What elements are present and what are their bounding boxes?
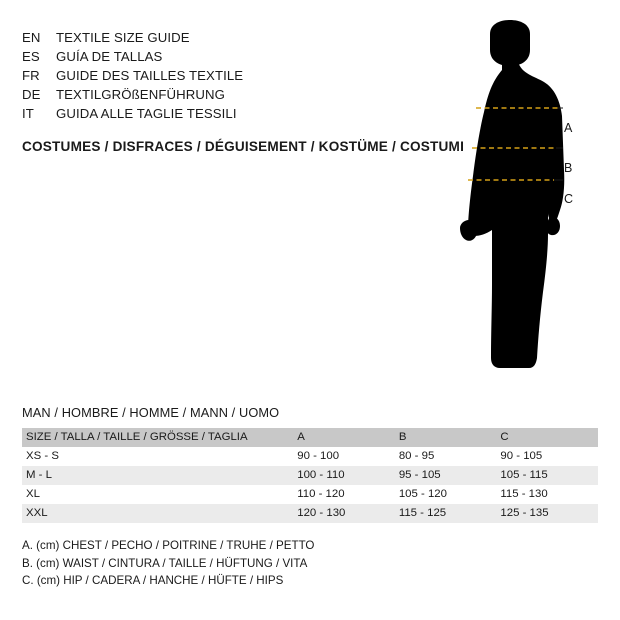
language-code: DE <box>22 87 41 102</box>
language-code: ES <box>22 49 40 64</box>
note-chest: A. (cm) CHEST / PECHO / POITRINE / TRUHE / PETTO <box>22 539 315 552</box>
language-row <box>22 106 382 125</box>
table-caption: MAN / HOMBRE / HOMME / MANN / UOMO <box>22 405 280 420</box>
language-code: FR <box>22 68 40 83</box>
figure-illustration <box>430 20 610 390</box>
column-header-a: A <box>297 431 305 443</box>
cell-size: XXL <box>26 507 48 519</box>
language-title: GUIDE DES TAILLES TEXTILE <box>56 68 244 83</box>
size-table <box>22 428 598 523</box>
cell-waist: 80 - 95 <box>398 450 435 462</box>
table-header-row <box>22 428 598 447</box>
table-row <box>22 447 598 466</box>
language-row <box>22 87 382 106</box>
language-title: GUIDA ALLE TAGLIE TESSILI <box>56 106 237 121</box>
table-row <box>22 504 598 523</box>
language-row <box>22 49 382 68</box>
language-row <box>22 30 382 49</box>
note-hip: C. (cm) HIP / CADERA / HANCHE / HÜFTE / HIPS <box>22 574 284 587</box>
size-table-body <box>22 447 598 523</box>
cell-hip: 125 - 135 <box>500 507 549 519</box>
measure-label-b: B <box>564 161 573 175</box>
costumes-heading: COSTUMES / DISFRACES / DÉGUISEMENT / KOSTÜME / COSTUMI <box>22 139 465 154</box>
language-title: TEXTILGRÖßENFÜHRUNG <box>56 87 225 102</box>
cell-hip: 105 - 115 <box>500 469 548 481</box>
cell-size: M - L <box>26 469 52 481</box>
table-row <box>22 466 598 485</box>
column-header-size: SIZE / TALLA / TAILLE / GRÖSSE / TAGLIA <box>26 431 248 443</box>
cell-size: XL <box>26 488 40 500</box>
table-row <box>22 485 598 504</box>
cell-waist: 105 - 120 <box>398 488 447 500</box>
language-list <box>22 30 382 125</box>
size-table-block <box>22 405 598 523</box>
language-title: TEXTILE SIZE GUIDE <box>56 30 190 45</box>
cell-chest: 100 - 110 <box>297 469 345 481</box>
cell-waist: 115 - 125 <box>398 507 447 519</box>
language-code: EN <box>22 30 41 45</box>
language-code: IT <box>22 106 34 121</box>
language-title: GUÍA DE TALLAS <box>56 49 163 64</box>
column-header-b: B <box>398 431 407 443</box>
measure-label-c: C <box>564 192 574 206</box>
language-row <box>22 68 382 87</box>
measurement-notes <box>22 537 314 590</box>
measure-label-a: A <box>564 121 573 135</box>
cell-size: XS - S <box>26 450 59 462</box>
cell-chest: 120 - 130 <box>297 507 346 519</box>
cell-waist: 95 - 105 <box>398 469 441 481</box>
cell-chest: 90 - 100 <box>297 450 340 462</box>
cell-hip: 115 - 130 <box>500 488 548 500</box>
note-waist: B. (cm) WAIST / CINTURA / TAILLE / HÜFTUNG / VITA <box>22 556 308 570</box>
man-silhouette <box>460 20 564 368</box>
size-table-head <box>22 428 598 447</box>
cell-chest: 110 - 120 <box>297 488 345 500</box>
column-header-c: C <box>500 431 509 443</box>
cell-hip: 90 - 105 <box>500 450 543 462</box>
